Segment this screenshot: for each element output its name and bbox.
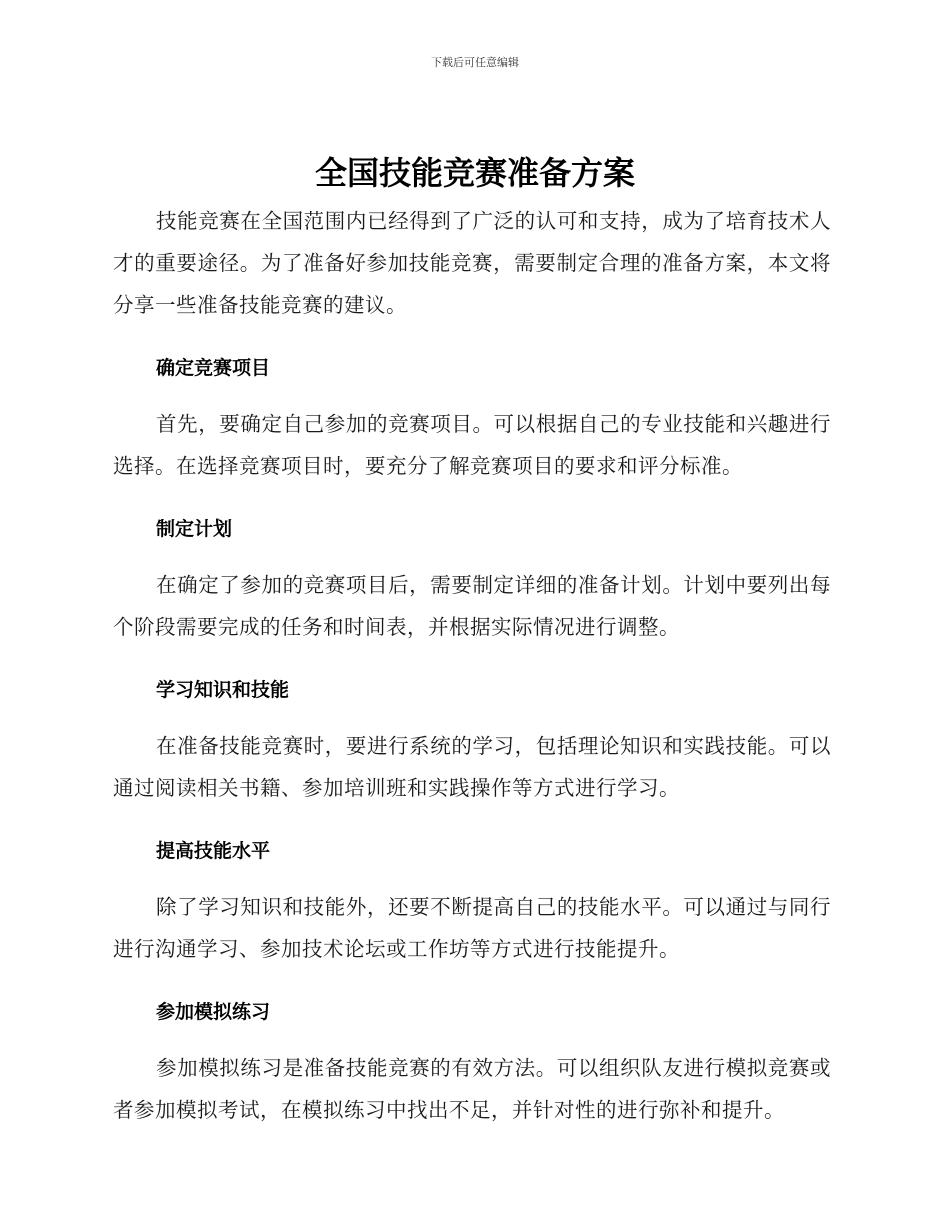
section-heading-5: 参加模拟练习 <box>156 1001 271 1023</box>
document-title: 全国技能竞赛准备方案 <box>314 154 635 192</box>
section-heading-1: 确定竞赛项目 <box>156 357 271 379</box>
section-body-1: 首先，要确定自己参加的竞赛项目。可以根据自己的专业技能和兴趣进行选择。在选择竞赛项目时，要充分了解竞赛项目的要求和评分标准。 <box>113 412 831 478</box>
section-body-4: 除了学习知识和技能外，还要不断提高自己的技能水平。可以通过与同行进行沟通学习、参加技术论坛或工作坊等方式进行技能提升。 <box>113 895 831 961</box>
header-note: 下载后可任意编辑 <box>431 56 519 69</box>
section-body-2: 在确定了参加的竞赛项目后，需要制定详细的准备计划。计划中要列出每个阶段需要完成的任务和时间表，并根据实际情况进行调整。 <box>113 573 831 639</box>
section-body-3: 在准备技能竞赛时，要进行系统的学习，包括理论知识和实践技能。可以通过阅读相关书籍、参加培训班和实践操作等方式进行学习。 <box>113 734 831 800</box>
section-heading-2: 制定计划 <box>156 518 233 540</box>
document-body <box>113 200 831 1131</box>
section-body-5: 参加模拟练习是准备技能竞赛的有效方法。可以组织队友进行模拟竞赛或者参加模拟考试，在模拟练习中找出不足，并针对性的进行弥补和提升。 <box>113 1056 831 1122</box>
intro-paragraph: 技能竞赛在全国范围内已经得到了广泛的认可和支持，成为了培育技术人才的重要途径。为了准备好参加技能竞赛，需要制定合理的准备方案，本文将分享一些准备技能竞赛的建议。 <box>113 209 831 317</box>
section-heading-4: 提高技能水平 <box>156 840 271 862</box>
section-heading-3: 学习知识和技能 <box>156 679 290 701</box>
